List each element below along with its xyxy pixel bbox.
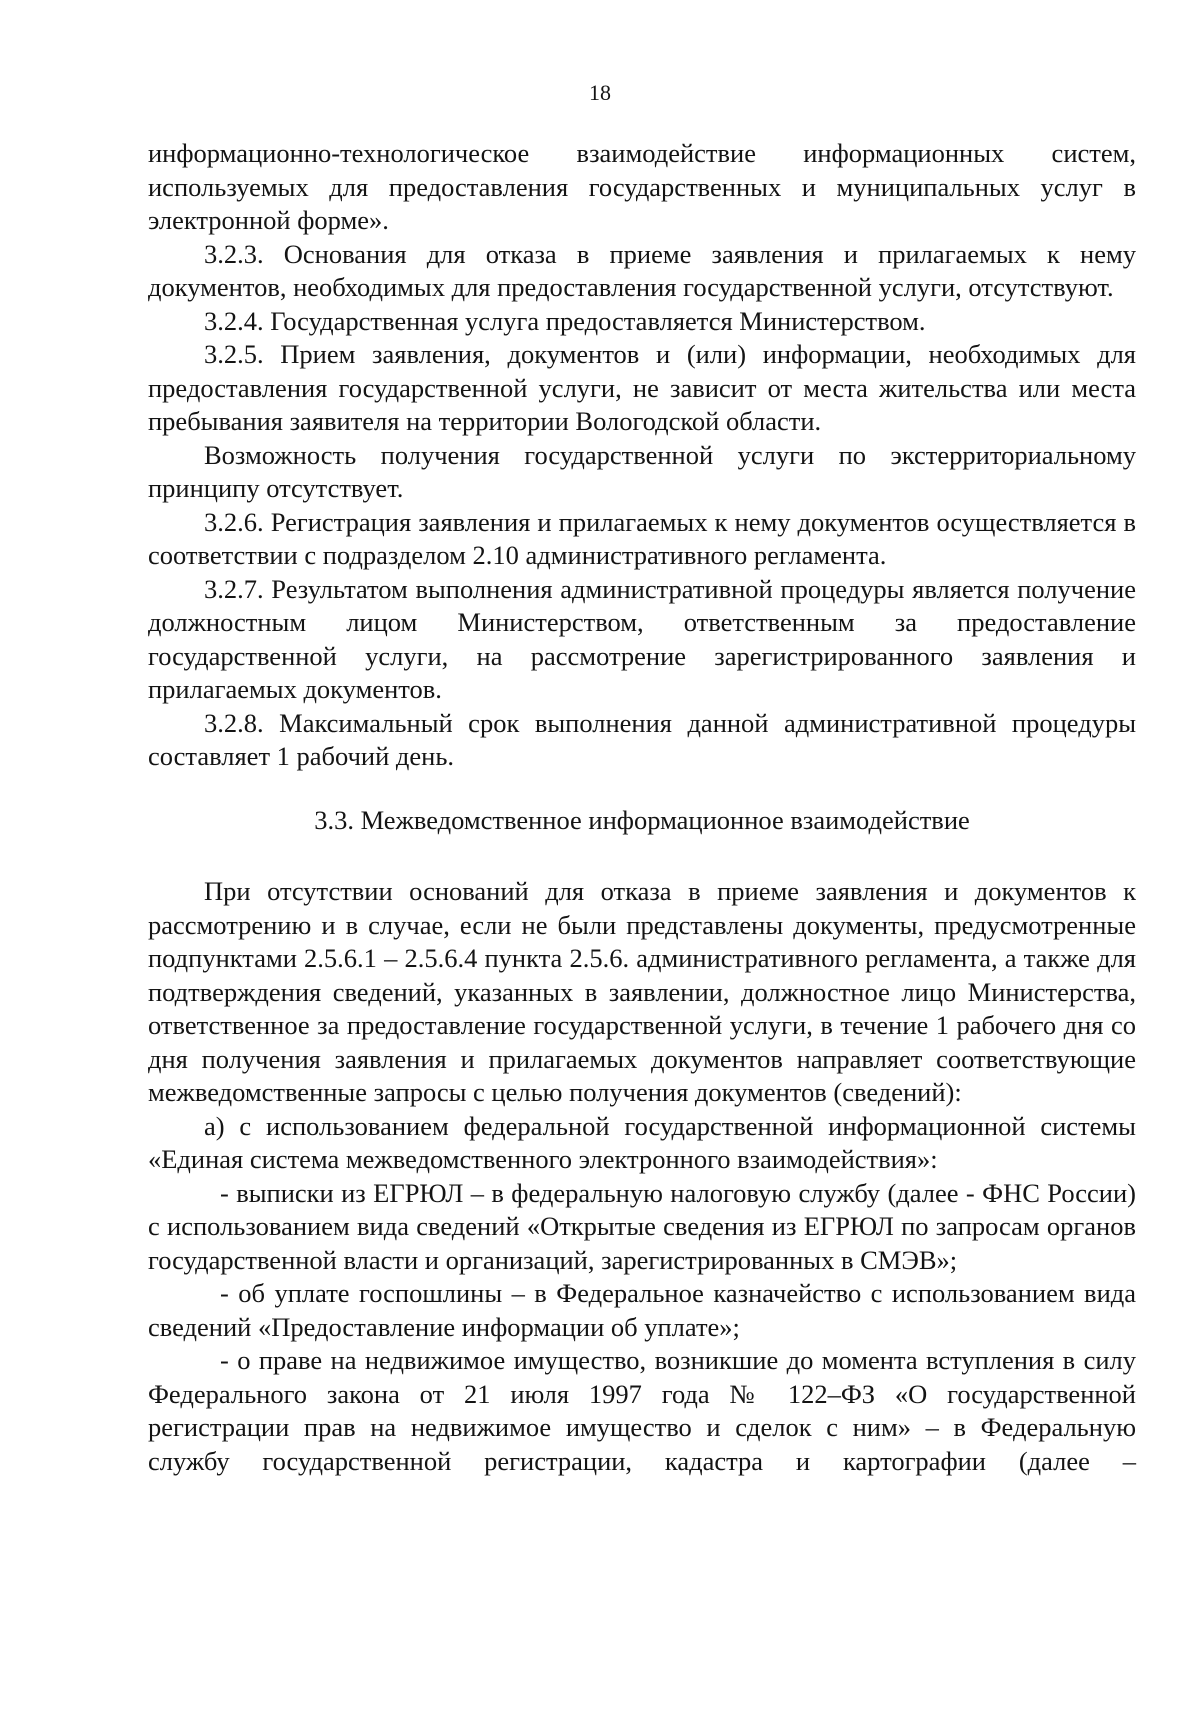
paragraph-3-2-3: 3.2.3. Основания для отказа в приеме заявления и прилагаемых к нему документов, необходимых для предоставления государственной услуги, отсутствуют. xyxy=(148,238,1136,302)
paragraph-3-2-8: 3.2.8. Максимальный срок выполнения данной административной процедуры составляет 1 рабочий день. xyxy=(148,707,1136,771)
paragraph-interagency-requests: При отсутствии оснований для отказа в приеме заявления и документов к рассмотрению и в случае, если не были представлены документы, предусмотренные подпунктами 2.5.6.1 – 2.5.6.4 пункта 2.5.6. административного регламента, а также для подтверждения сведений, указанных в заявлении, должностное лицо Министерства, ответственное за предоставление государственной услуги, в течение 1 рабочего дня со дня получения заявления и прилагаемых документов направляет соответствующие межведомственные запросы с целью получения документов (сведений): xyxy=(148,876,1136,1107)
list-item-egrul: - выписки из ЕГРЮЛ – в федеральную налоговую службу (далее - ФНС России) с использованием вида сведений «Открытые сведения из ЕГРЮЛ по запросам органов государственной власти и организаций, зарегистрированных в СМЭВ»; xyxy=(148,1177,1136,1275)
paragraph-item-a: а) с использованием федеральной государственной информационной системы «Единая система межведомственного электронного взаимодействия»: xyxy=(148,1110,1136,1174)
page-number: 18 xyxy=(589,80,611,105)
paragraph-3-2-6: 3.2.6. Регистрация заявления и прилагаемых к нему документов осуществляется в соответствии с подразделом 2.10 административного регламента. xyxy=(148,506,1136,570)
document-text xyxy=(148,137,1136,1478)
paragraph-3-2-7: 3.2.7. Результатом выполнения административной процедуры является получение должностным лицом Министерством, ответственным за предоставление государственной услуги, на рассмотрение зарегистрированного заявления и прилагаемых документов. xyxy=(148,573,1136,704)
paragraph-3-2-4: 3.2.4. Государственная услуга предоставляется Министерством. xyxy=(204,305,926,336)
list-item-state-fee: - об уплате госпошлины – в Федеральное казначейство с использованием вида сведений «Предоставление информации об уплате»; xyxy=(148,1278,1136,1342)
section-heading: 3.3. Межведомственное информационное взаимодействие xyxy=(314,804,970,835)
paragraph-3-2-5: 3.2.5. Прием заявления, документов и (или) информации, необходимых для предоставления государственной услуги, не зависит от места жительства или места пребывания заявителя на территории Вологодской области. xyxy=(148,339,1136,436)
paragraph-continuation: информационно-технологическое взаимодействие информационных систем, используемых для предоставления государственных и муниципальных услуг в электронной форме». xyxy=(148,138,1136,235)
paragraph-extraterritorial: Возможность получения государственной услуги по экстерриториальному принципу отсутствует. xyxy=(148,439,1136,503)
list-item-real-estate: - о праве на недвижимое имущество, возникшие до момента вступления в силу Федерального закона от 21 июля 1997 года № 122–ФЗ «О государственной регистрации прав на недвижимое имущество и сделок с ним» – в Федеральную службу государственной регистрации, кадастра и картографии (далее – xyxy=(148,1345,1136,1476)
